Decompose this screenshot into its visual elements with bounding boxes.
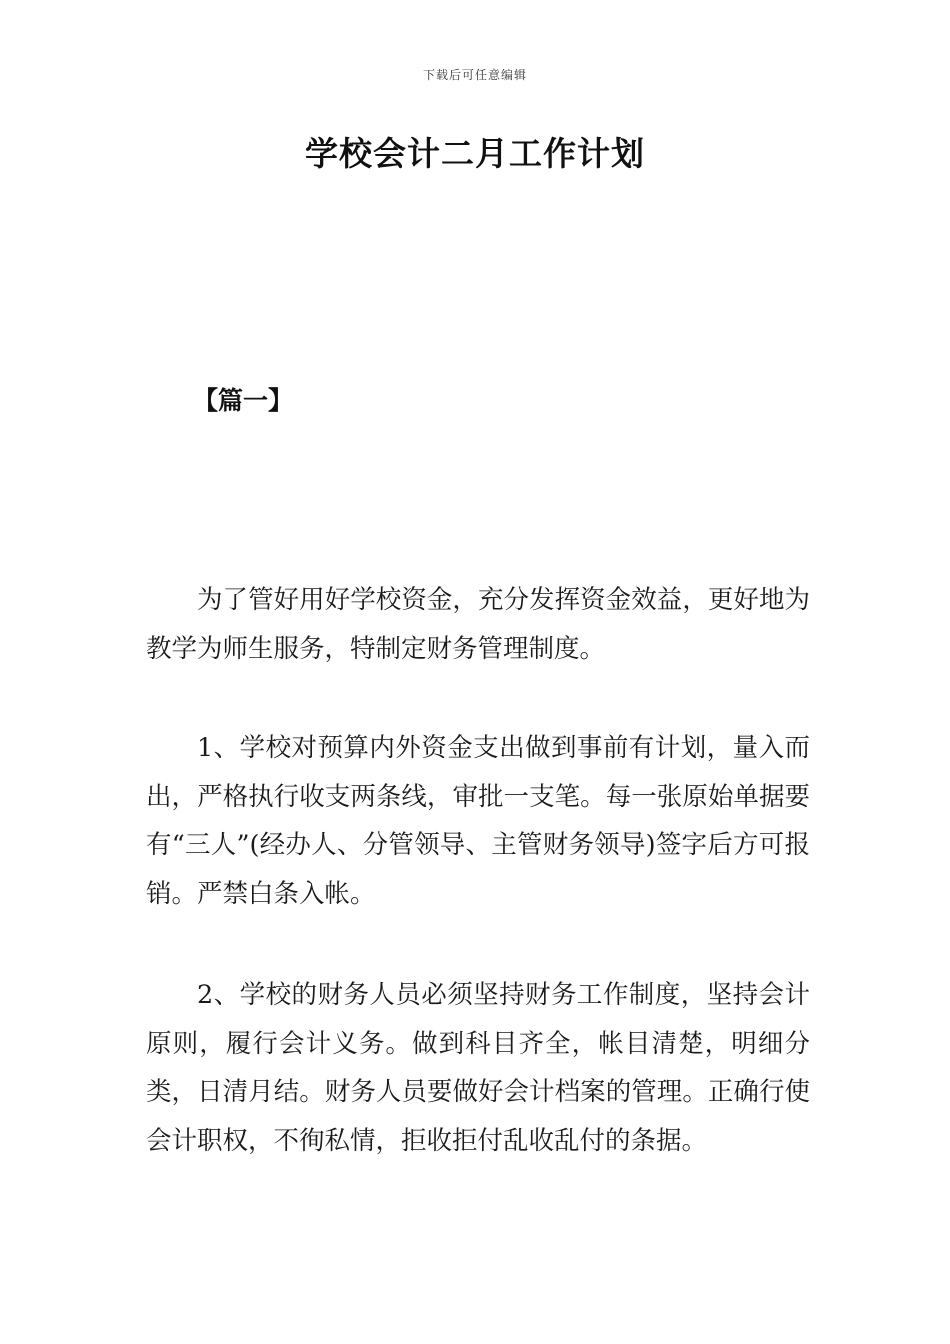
section-label: 【篇一】	[193, 386, 294, 415]
header-note: 下载后可任意编辑	[422, 68, 527, 82]
paragraph-item-1: 1、学校对预算内外资金支出做到事前有计划，量入而出，严格执行收支两条线，审批一支笔。每一张原始单据要有“三人”(经办人、分管领导、主管财务领导)签字后方可报销。严禁白条入帐。	[146, 733, 810, 909]
document-title: 学校会计二月工作计划	[305, 134, 645, 173]
paragraph-intro: 为了管好用好学校资金，充分发挥资金效益，更好地为教学为师生服务，特制定财务管理制度。	[146, 585, 810, 664]
paragraph-item-2: 2、学校的财务人员必须坚持财务工作制度，坚持会计原则，履行会计义务。做到科目齐全，帐目清楚，明细分类，日清月结。财务人员要做好会计档案的管理。正确行使会计职权，不徇私情，拒收拒付乱收乱付的条据。	[146, 980, 810, 1156]
